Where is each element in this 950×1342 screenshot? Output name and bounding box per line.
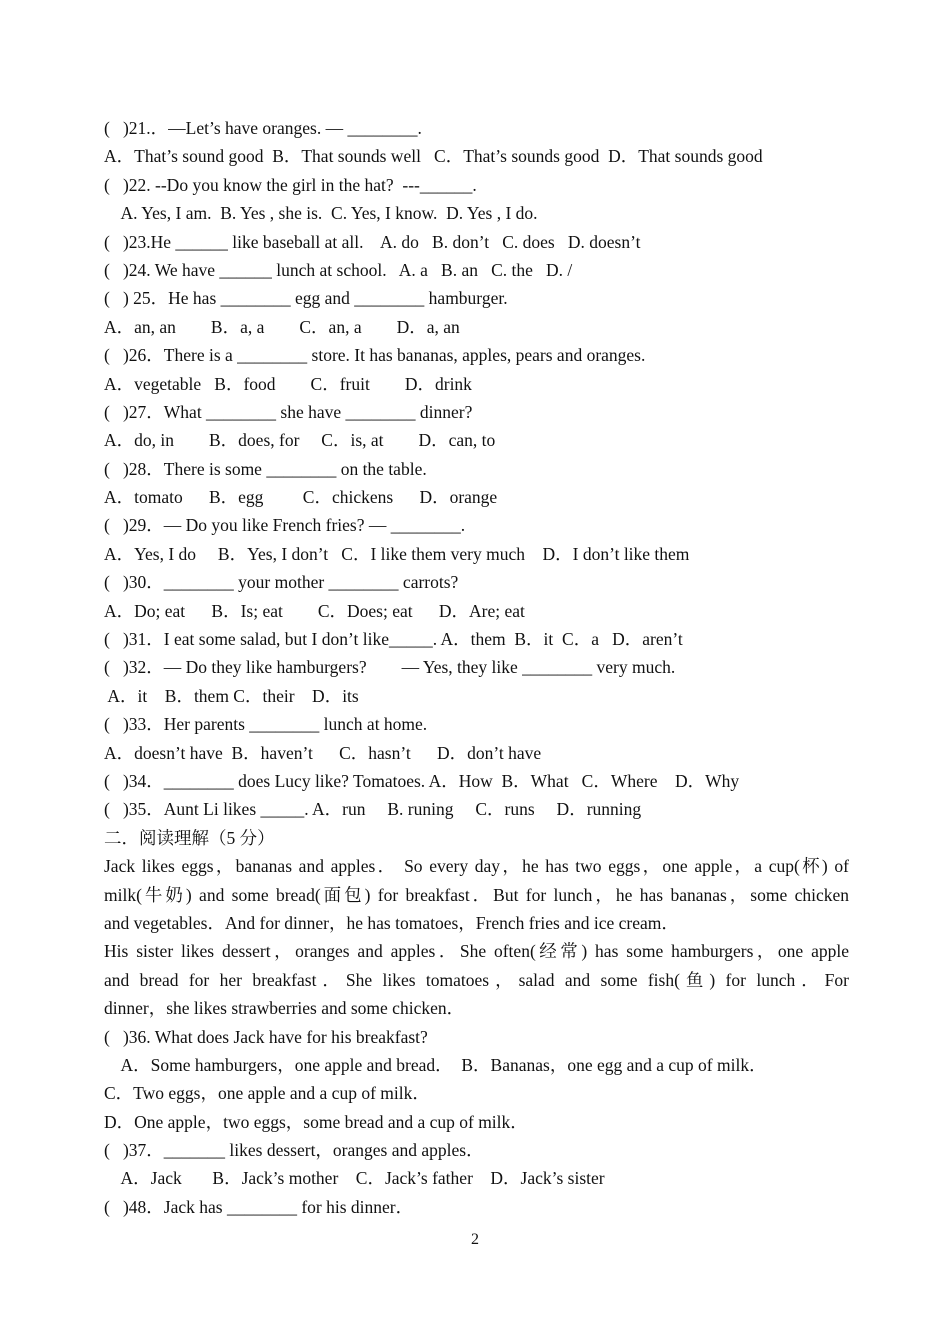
passage-line: milk(牛奶) and some bread(面包) for breakfast．But for lunch，he has bananas，some chicken	[104, 884, 849, 905]
question-33: ( )33．Her parents ________ lunch at home.	[104, 714, 428, 735]
question-37: ( )37．_______ likes dessert，oranges and apples．	[104, 1140, 484, 1161]
passage-line: Jack likes eggs，bananas and apples． So every day，he has two eggs，one apple，a cup(杯) of	[104, 856, 849, 877]
question-35: ( )35．Aunt Li likes _____. A．run B. runing C．runs D．running	[104, 799, 642, 820]
question-22-options: A. Yes, I am. B. Yes , she is. C. Yes, I know. D. Yes , I do.	[104, 203, 538, 224]
question-21-options: A．That’s sound good B．That sounds well C．That’s sounds good D．That sounds good	[104, 146, 763, 167]
question-22: ( )22. --Do you know the girl in the hat? ---______.	[104, 174, 477, 195]
question-33-options: A．doesn’t have B．haven’t C．hasn’t D．don’t have	[104, 742, 542, 763]
question-27-options: A．do, in B．does, for C．is, at D．can, to	[104, 430, 496, 451]
question-29: ( )29．— Do you like French fries? — ________.	[104, 515, 466, 536]
question-36: ( )36. What does Jack have for his breakfast?	[104, 1026, 428, 1047]
question-21: ( )21.．—Let’s have oranges. — ________.	[104, 118, 422, 138]
question-32-options: A．it B．them C．their D．its	[104, 685, 359, 706]
question-25: ( ) 25．He has ________ egg and ________ hamburger.	[104, 288, 508, 309]
question-36-option-c: C．Two eggs，one apple and a cup of milk．	[104, 1083, 430, 1104]
passage-line: His sister likes dessert，oranges and apples．She often(经常) has some hamburgers，one apple	[104, 941, 849, 962]
question-36-options-ab: A．Some hamburgers，one apple and bread． B．Bananas，one egg and a cup of milk．	[104, 1054, 767, 1075]
question-30-options: A．Do; eat B．Is; eat C．Does; eat D．Are; eat	[104, 600, 525, 621]
exam-text-body	[104, 114, 849, 1221]
question-28: ( )28．There is some ________ on the table.	[104, 458, 427, 479]
question-26-options: A．vegetable B．food C．fruit D．drink	[104, 373, 472, 394]
question-24: ( )24. We have ______ lunch at school. A. a B. an C. the D. /	[104, 259, 573, 280]
section-heading-reading: 二．阅读理解（5 分）	[104, 827, 275, 848]
question-29-options: A．Yes, I do B．Yes, I don’t C．I like them very much D．I don’t like them	[104, 543, 690, 564]
question-30: ( )30．________ your mother ________ carrots?	[104, 572, 459, 593]
question-32: ( )32．— Do they like hamburgers? — Yes, they like ________ very much.	[104, 657, 676, 678]
passage-line: and vegetables．And for dinner，he has tomatoes，French fries and ice cream．	[104, 912, 679, 933]
page-number: 2	[471, 1231, 479, 1248]
question-25-options: A．an, an B．a, a C．an, a D．a, an	[104, 316, 460, 337]
passage-line: and bread for her breakfast．She likes tomatoes，salad and some fish(鱼) for lunch．For	[104, 969, 849, 990]
question-48: ( )48．Jack has ________ for his dinner．	[104, 1196, 414, 1217]
question-37-options: A．Jack B．Jack’s mother C．Jack’s father D．Jack’s sister	[104, 1168, 605, 1189]
question-27: ( )27．What ________ she have ________ dinner?	[104, 401, 473, 422]
question-34: ( )34．________ does Lucy like? Tomatoes. A．How B．What C．Where D．Why	[104, 770, 740, 791]
question-23: ( )23.He ______ like baseball at all. A. do B. don’t C. does D. doesn’t	[104, 231, 641, 252]
question-26: ( )26．There is a ________ store. It has bananas, apples, pears and oranges.	[104, 345, 646, 366]
question-36-option-d: D．One apple，two eggs，some bread and a cup of milk．	[104, 1111, 528, 1132]
question-31: ( )31．I eat some salad, but I don’t like_____. A．them B．it C．a D．aren’t	[104, 629, 683, 650]
passage-line: dinner，she likes strawberries and some chicken．	[104, 998, 465, 1019]
question-28-options: A．tomato B．egg C．chickens D．orange	[104, 487, 498, 508]
